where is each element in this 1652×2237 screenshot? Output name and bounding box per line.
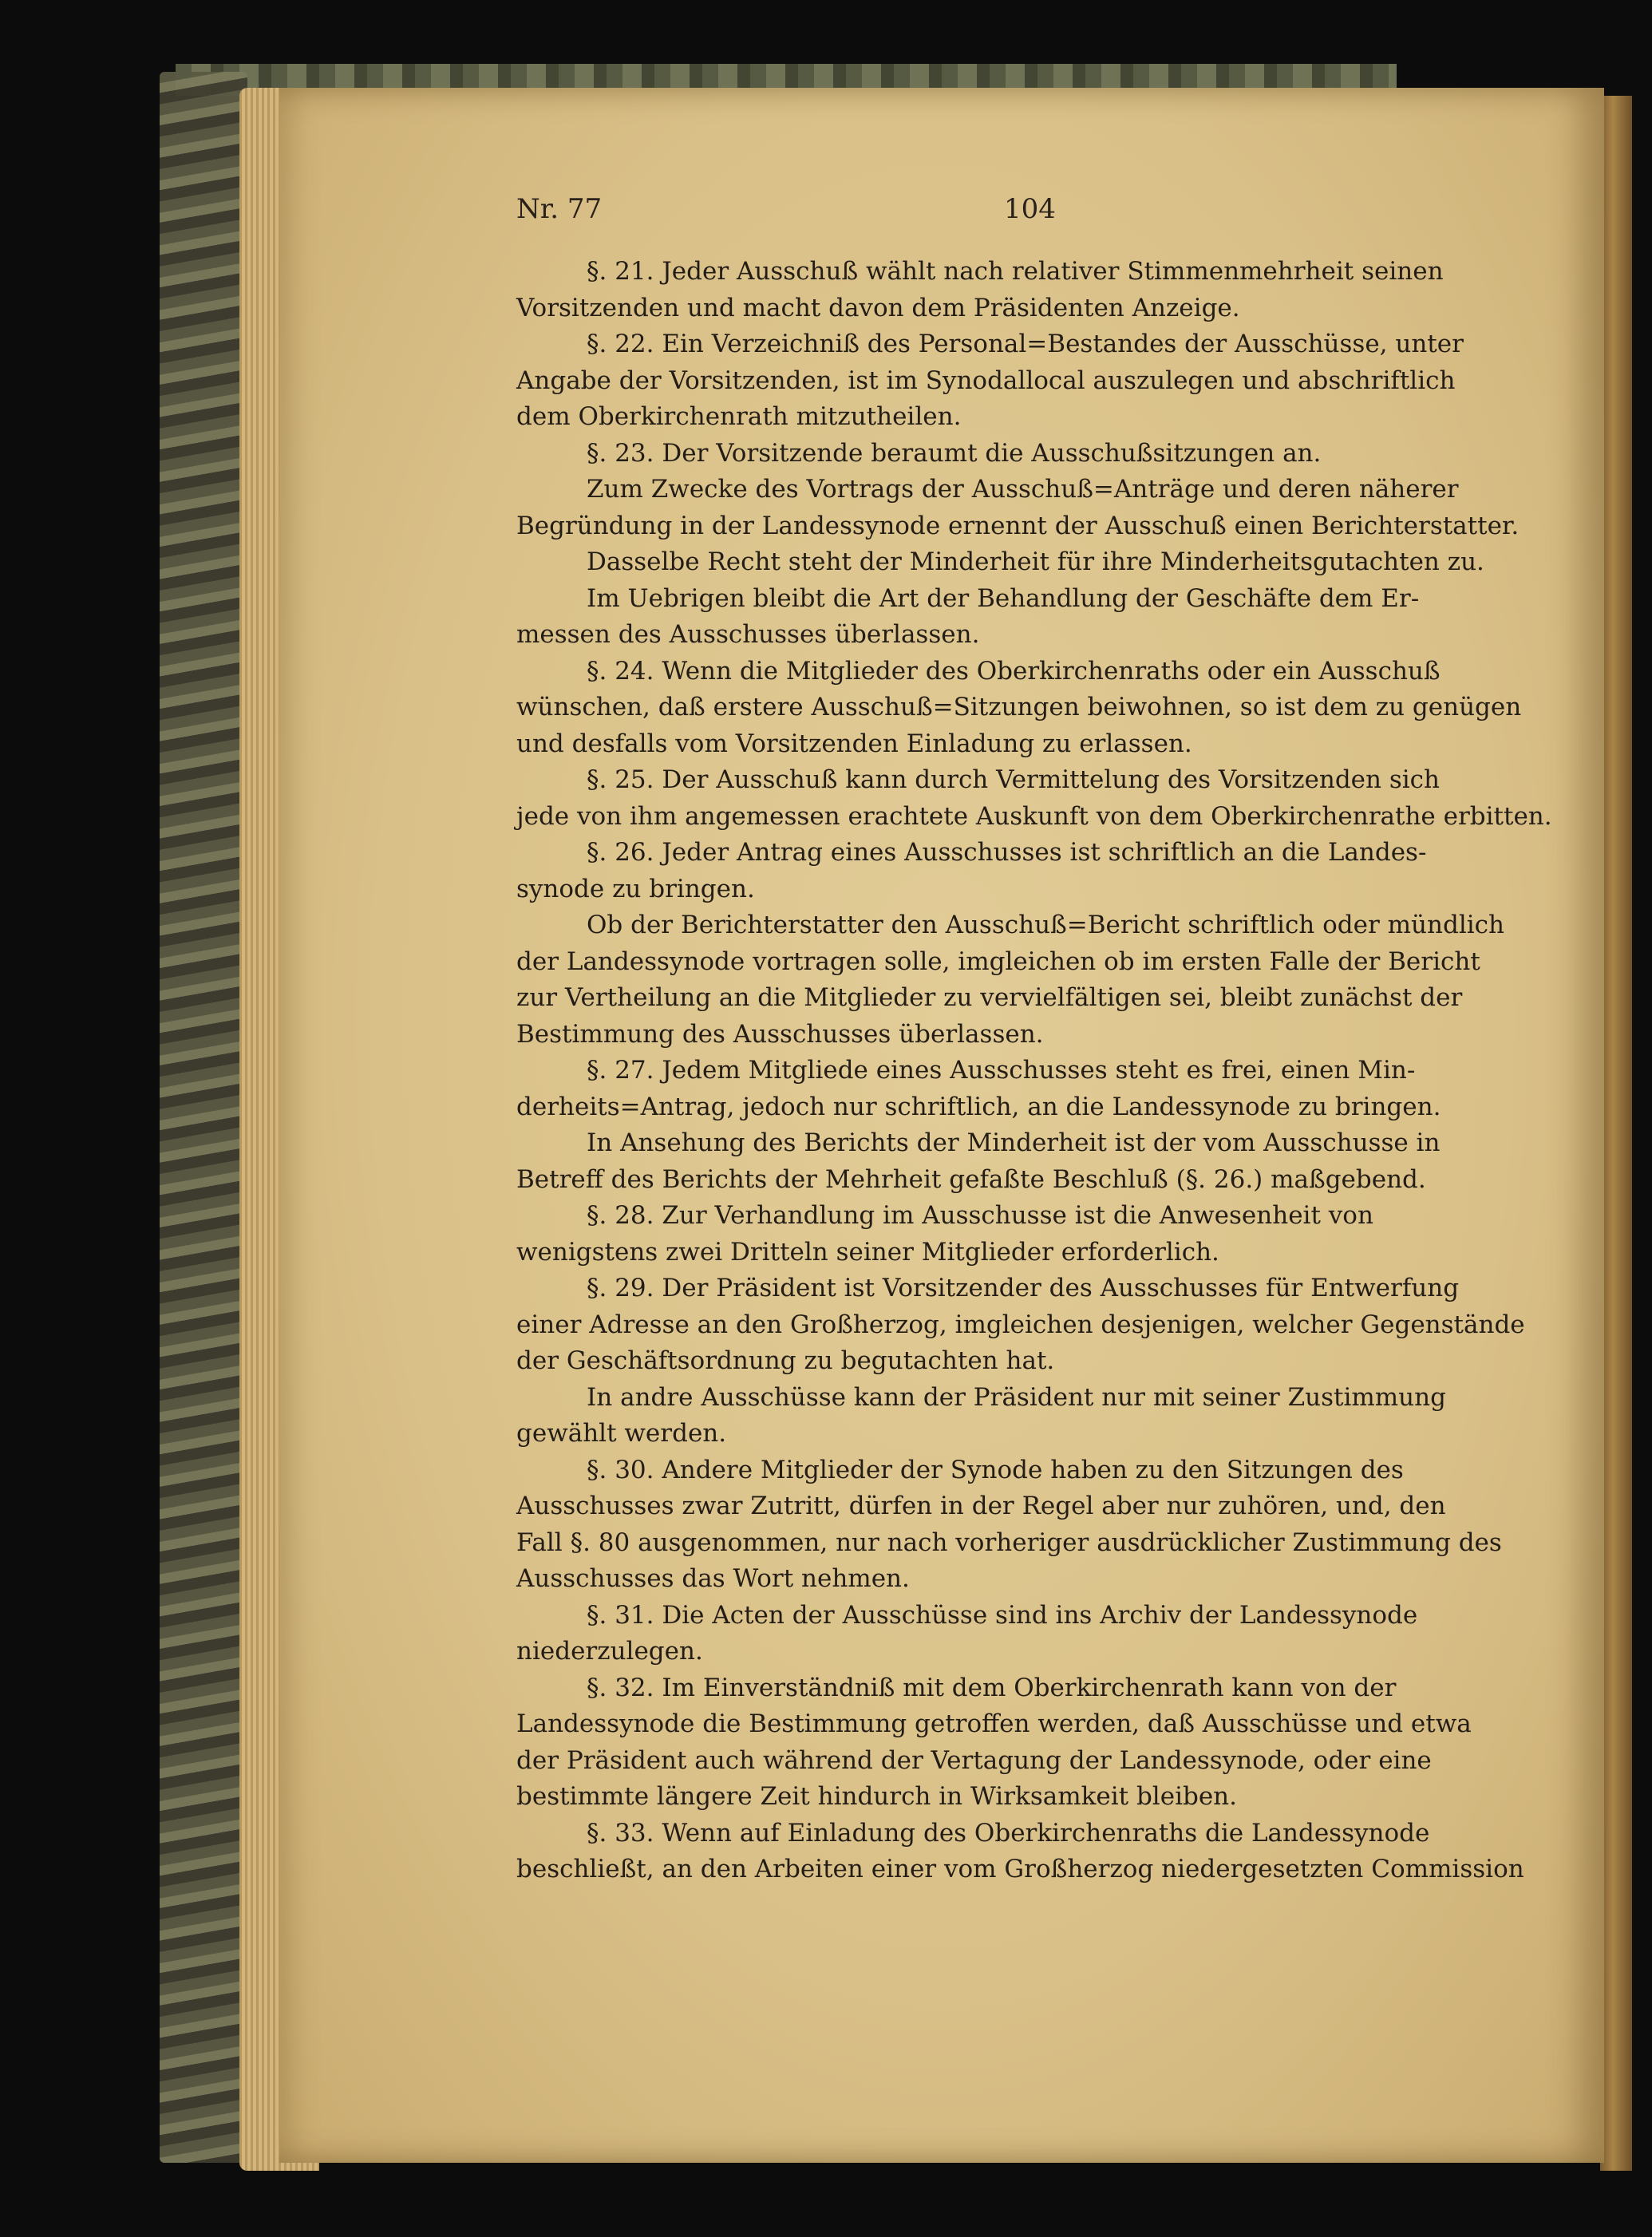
text-line: §. 27. Jedem Mitgliede eines Ausschusses steht es frei, einen Min- <box>587 1056 1416 1085</box>
text-line: derheits=Antrag, jedoch nur schriftlich, an die Landessynode zu bringen. <box>516 1092 1441 1121</box>
text-line: Ob der Berichterstatter den Ausschuß=Bericht schriftlich oder mündlich <box>587 911 1504 939</box>
paragraph <box>516 544 1542 581</box>
paragraph <box>516 581 1542 654</box>
text-line: §. 29. Der Präsident ist Vorsitzender des Ausschusses für Entwerfung <box>587 1274 1460 1302</box>
text-line: Landessynode die Bestimmung getroffen werden, daß Ausschüsse und etwa <box>516 1709 1472 1738</box>
page-number: 104 <box>1004 193 1056 225</box>
text-line: Im Uebrigen bleibt die Art der Behandlung der Geschäfte dem Er- <box>587 583 1420 613</box>
paragraph <box>516 762 1552 835</box>
paragraph <box>516 436 1542 472</box>
text-line: bestimmte längere Zeit hindurch in Wirksamkeit bleiben. <box>516 1782 1237 1811</box>
paragraph <box>516 1670 1542 1816</box>
text-line: Betreff des Berichts der Mehrheit gefaßte Beschluß (§. 26.) maßgebend. <box>516 1164 1426 1194</box>
paragraph <box>516 1452 1542 1598</box>
text-line: §. 21. Jeder Ausschuß wählt nach relativer Stimmenmehrheit seinen <box>587 257 1444 286</box>
text-line: §. 24. Wenn die Mitglieder des Oberkirchenraths oder ein Ausschuß <box>587 656 1441 686</box>
text-line: §. 33. Wenn auf Einladung des Oberkirchenraths die Landessynode <box>587 1818 1430 1848</box>
text-line: beschließt, an den Arbeiten einer vom Großherzog niedergesetzten Commission <box>516 1855 1524 1883</box>
text-line: Ausschusses das Wort nehmen. <box>516 1564 910 1593</box>
text-line: In andre Ausschüsse kann der Präsident nur mit seiner Zustimmung <box>587 1382 1446 1412</box>
paragraph <box>516 907 1542 1053</box>
paragraph <box>516 1125 1542 1198</box>
paragraph <box>516 1271 1542 1380</box>
text-line: niederzulegen. <box>516 1637 703 1666</box>
text-line: Begründung in der Landessynode ernennt der Ausschuß einen Berichterstatter. <box>516 511 1520 540</box>
page-header <box>0 193 1652 233</box>
text-line: Bestimmung des Ausschusses überlassen. <box>516 1019 1044 1049</box>
text-line: §. 25. Der Ausschuß kann durch Vermittelung des Vorsitzenden sich <box>587 765 1441 794</box>
text-line: messen des Ausschusses überlassen. <box>516 620 980 649</box>
text-line: §. 30. Andere Mitglieder der Synode haben zu den Sitzungen des <box>587 1455 1404 1484</box>
text-line: jede von ihm angemessen erachtete Auskunft von dem Oberkirchenrathe erbitten. <box>516 801 1552 831</box>
paragraph <box>516 254 1542 326</box>
text-line: zur Vertheilung an die Mitglieder zu vervielfältigen sei, bleibt zunächst der <box>516 983 1463 1012</box>
text-line: wünschen, daß erstere Ausschuß=Sitzungen beiwohnen, so ist dem zu genügen <box>516 693 1522 721</box>
section-number: Nr. 77 <box>516 193 603 225</box>
paragraph <box>516 326 1542 436</box>
paragraph <box>516 654 1542 763</box>
text-line: §. 23. Der Vorsitzende beraumt die Ausschußsitzungen an. <box>587 438 1322 468</box>
text-line: §. 26. Jeder Antrag eines Ausschusses ist schriftlich an die Landes- <box>587 838 1427 867</box>
text-line: gewählt werden. <box>516 1419 727 1448</box>
text-line: Dasselbe Recht steht der Minderheit für ihre Minderheitsgutachten zu. <box>587 547 1484 576</box>
paragraph <box>516 1053 1542 1125</box>
text-line: §. 22. Ein Verzeichniß des Personal=Bestandes der Ausschüsse, unter <box>587 330 1464 358</box>
text-line: synode zu bringen. <box>516 874 755 903</box>
text-line: Angabe der Vorsitzenden, ist im Synodallocal auszulegen und abschriftlich <box>516 366 1456 395</box>
paragraph <box>516 1198 1542 1271</box>
text-line: Vorsitzenden und macht davon dem Präsidenten Anzeige. <box>516 293 1240 322</box>
paragraph <box>516 472 1542 544</box>
text-line: und desfalls vom Vorsitzenden Einladung zu erlassen. <box>516 729 1192 758</box>
text-line: wenigstens zwei Dritteln seiner Mitglieder erforderlich. <box>516 1237 1219 1267</box>
text-line: einer Adresse an den Großherzog, imgleichen desjenigen, welcher Gegenstände <box>516 1310 1525 1339</box>
page-body <box>516 254 1552 1888</box>
paragraph <box>516 1598 1542 1670</box>
book-spine <box>1600 96 1632 2171</box>
text-line: Zum Zwecke des Vortrags der Ausschuß=Anträge und deren näherer <box>587 475 1459 504</box>
text-line: der Präsident auch während der Vertagung der Landessynode, oder eine <box>516 1745 1432 1775</box>
paragraph <box>516 1816 1542 1888</box>
text-line: Ausschusses zwar Zutritt, dürfen in der Regel aber nur zuhören, und, den <box>516 1492 1446 1520</box>
paragraph <box>516 1380 1542 1452</box>
text-line: Fall §. 80 ausgenommen, nur nach vorheriger ausdrücklicher Zustimmung des <box>516 1528 1502 1557</box>
marbled-cover-board <box>160 72 247 2163</box>
text-line: der Landessynode vortragen solle, imgleichen ob im ersten Falle der Bericht <box>516 947 1480 976</box>
text-line: dem Oberkirchenrath mitzutheilen. <box>516 402 962 431</box>
text-line: §. 32. Im Einverständniß mit dem Oberkirchenrath kann von der <box>587 1673 1397 1702</box>
text-line: der Geschäftsordnung zu begutachten hat. <box>516 1346 1055 1375</box>
paragraph <box>516 835 1542 907</box>
text-line: §. 28. Zur Verhandlung im Ausschusse ist die Anwesenheit von <box>587 1201 1373 1230</box>
text-line: §. 31. Die Acten der Ausschüsse sind ins Archiv der Landessynode <box>587 1600 1418 1630</box>
text-line: In Ansehung des Berichts der Minderheit ist der vom Ausschusse in <box>587 1128 1441 1157</box>
